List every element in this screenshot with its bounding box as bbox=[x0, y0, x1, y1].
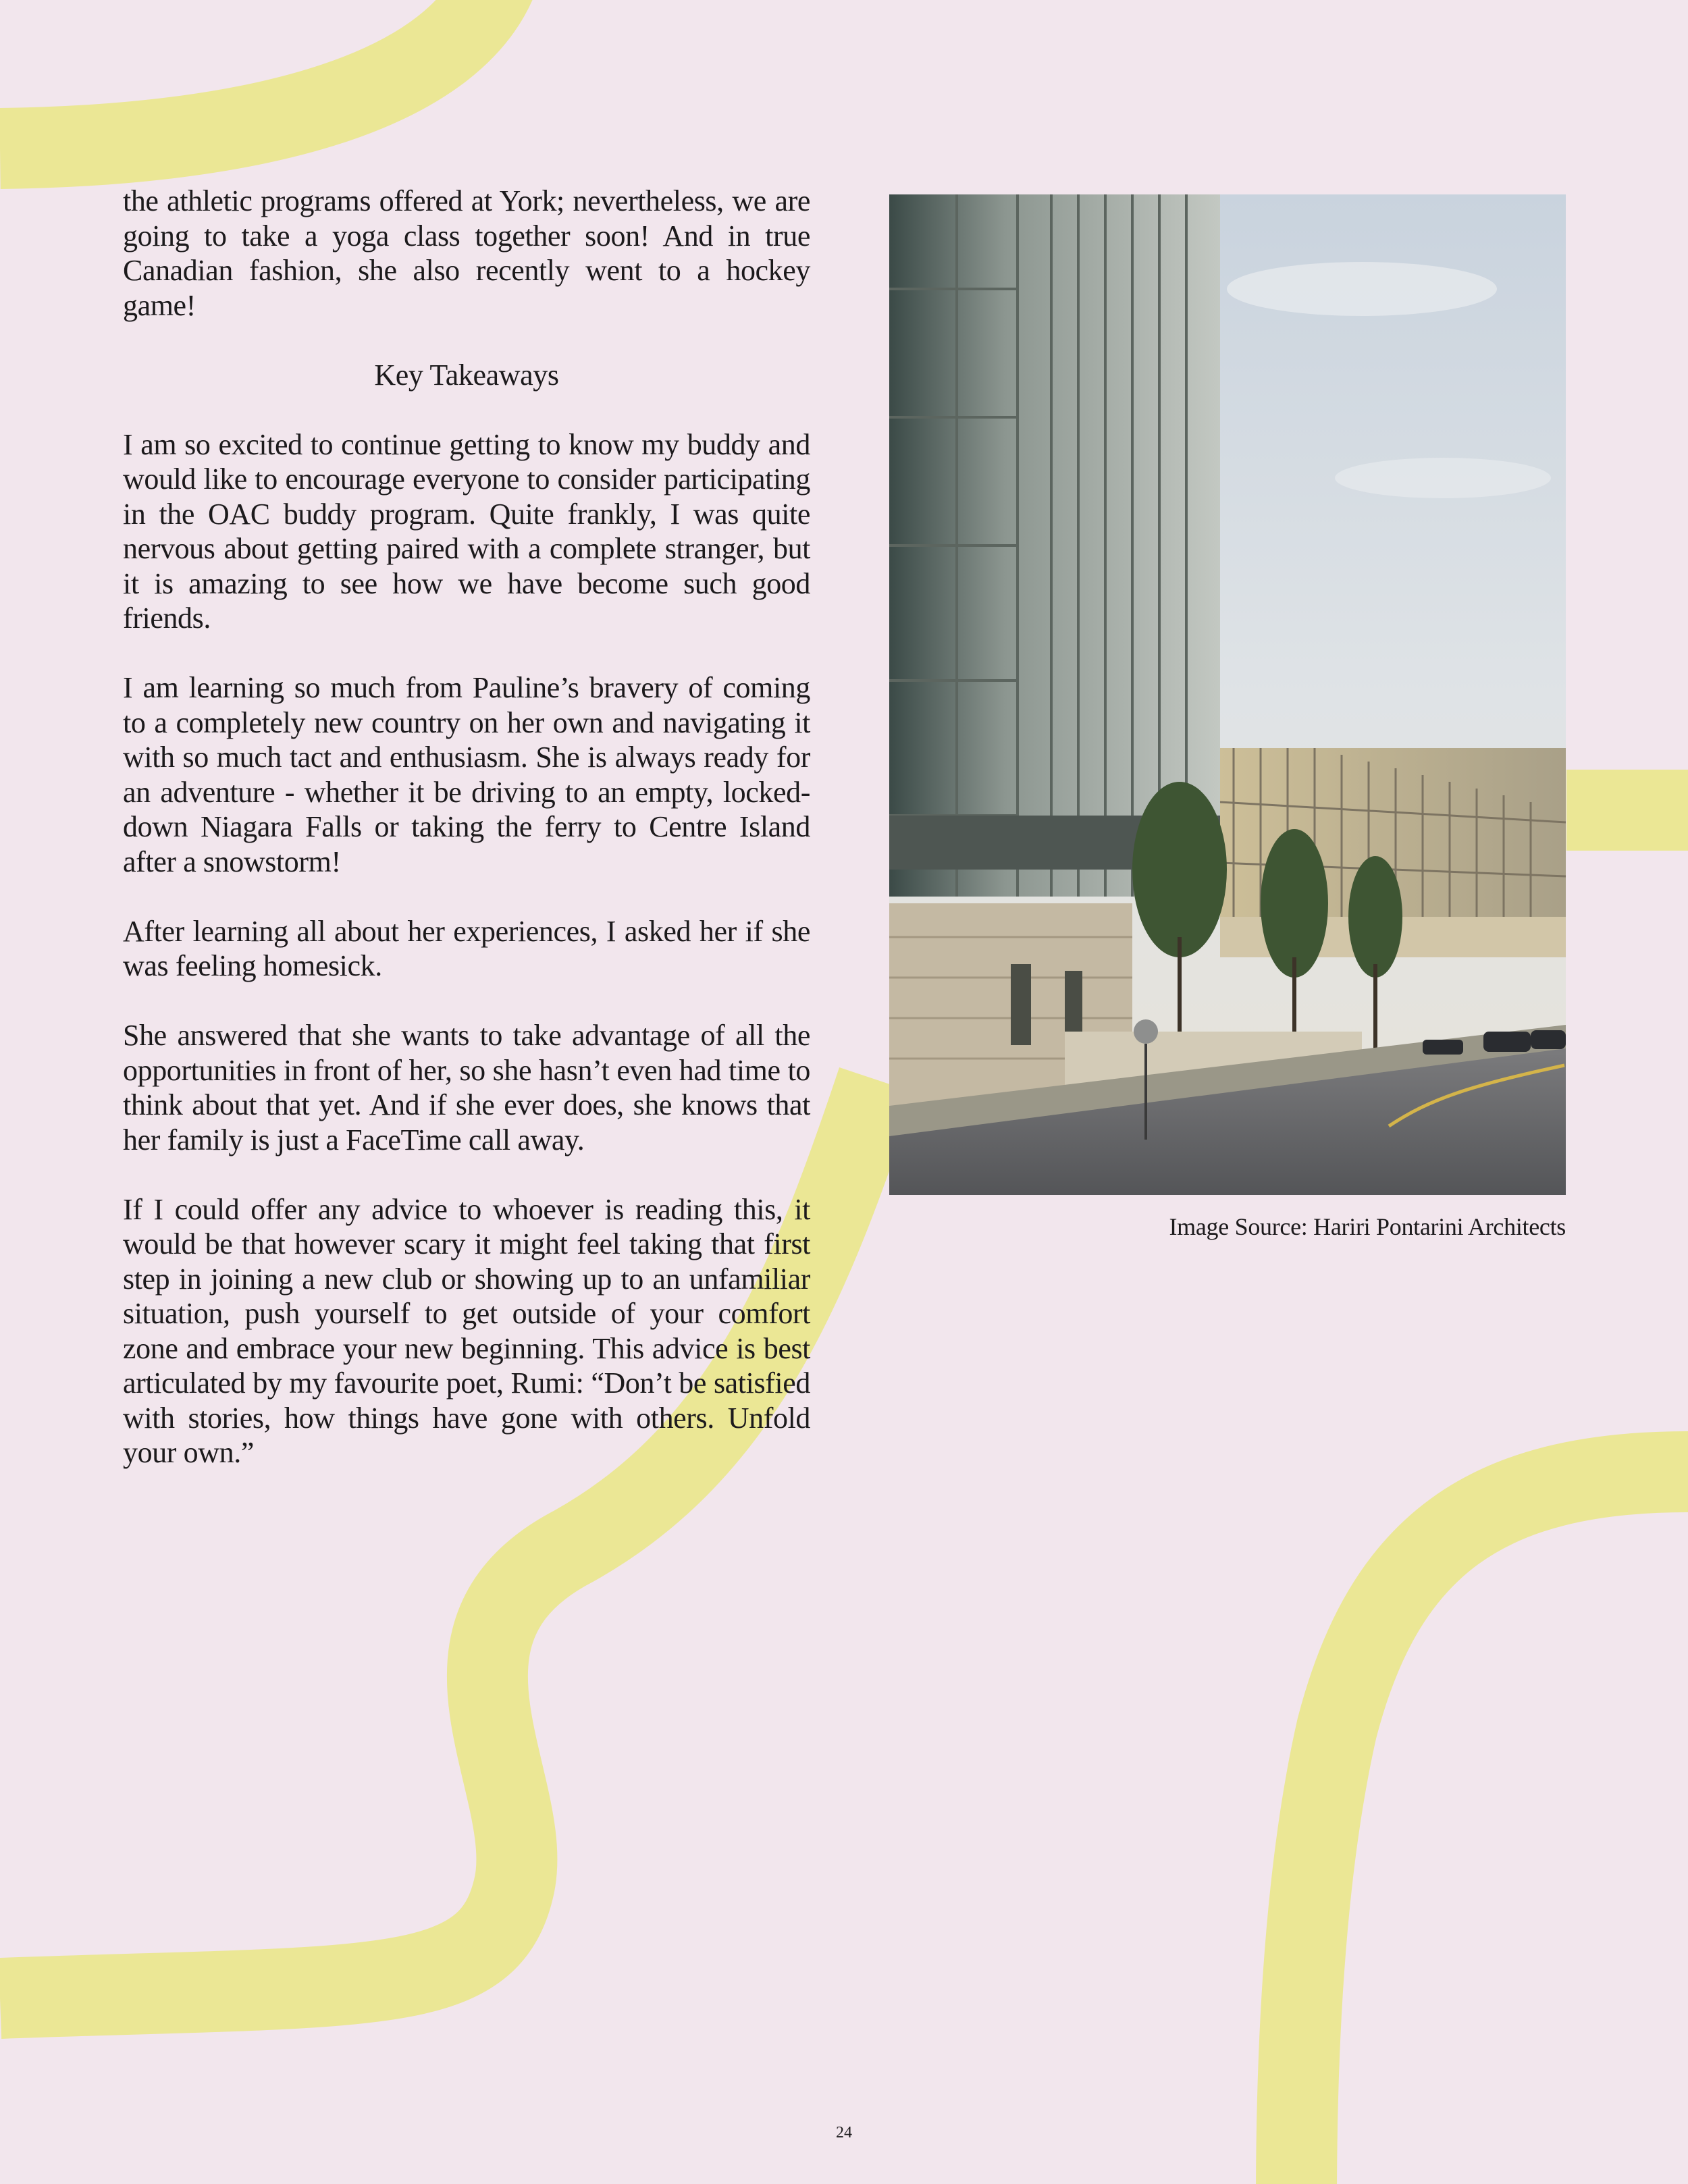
top-left-squiggle bbox=[0, 0, 500, 149]
building-photo bbox=[889, 194, 1566, 1195]
article-paragraph: the athletic programs offered at York; nevertheless, we are going to take a yoga class together soon! And in true Canadian fashion, she also recently went to a hockey game! bbox=[123, 184, 810, 322]
page-number: 24 bbox=[836, 2124, 852, 2141]
article-paragraph: If I could offer any advice to whoever is reading this, it would be that however scary it might feel taking that first step in joining a new club or showing up to an unfamiliar situation, push yourself to get outside of your comfort zone and embrace your new beginning. This advice is best articulated by my favourite poet, Rumi: “Don’t be satisfied with stories, how things have gone with others. Unfold your own.” bbox=[123, 1192, 810, 1469]
article-paragraph: She answered that she wants to take advantage of all the opportunities in front of her, so she hasn’t even had time to think about that yet. And if she ever does, she knows that her family is just a FaceTime call away. bbox=[123, 1019, 810, 1156]
article-body bbox=[123, 184, 810, 1470]
bottom-right-squiggle bbox=[1296, 1472, 1688, 2184]
image-caption: Image Source: Hariri Pontarini Architects bbox=[1169, 1213, 1566, 1240]
section-heading: Key Takeaways bbox=[374, 358, 559, 392]
article-paragraph: I am learning so much from Pauline’s bravery of coming to a completely new country on her own and navigating it with so much tact and enthusiasm. She is always ready for an adventure - whether it be driving to an empty, locked-down Niagara Falls or taking the ferry to Centre Island after a snowstorm! bbox=[123, 671, 810, 878]
article-paragraph: After learning all about her experiences, I asked her if she was feeling homesick. bbox=[123, 914, 810, 982]
article-paragraph: I am so excited to continue getting to know my buddy and would like to encourage everyone to consider participating in the OAC buddy program. Quite frankly, I was quite nervous about getting paired with a complete stranger, but it is amazing to see how we have become such good friends. bbox=[123, 427, 810, 635]
